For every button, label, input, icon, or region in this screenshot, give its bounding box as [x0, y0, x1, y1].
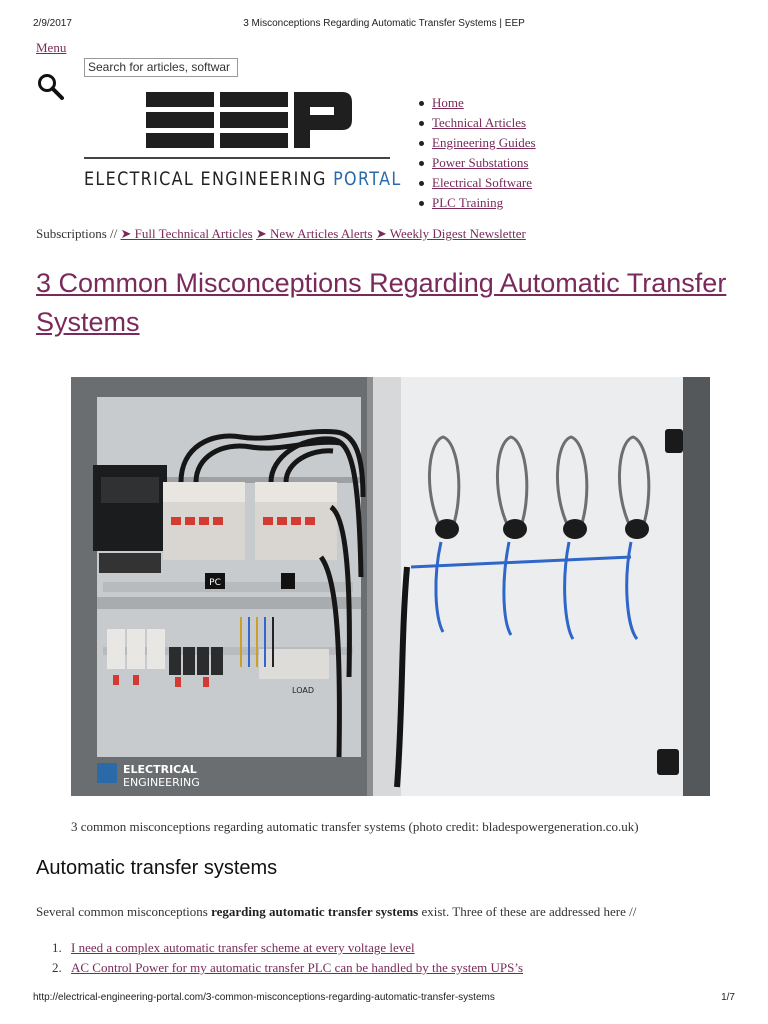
subscription-link-weekly-digest[interactable]: ➤ Weekly Digest Newsletter — [375, 226, 526, 241]
search-input[interactable]: Search for articles, softwar — [84, 58, 238, 77]
intro-paragraph — [36, 904, 636, 920]
list-item-number: 1. — [52, 940, 62, 955]
nav-link-engineering-guides[interactable]: Engineering Guides — [432, 135, 536, 150]
nav-item-plc-training — [416, 193, 536, 213]
subscription-link-new-articles[interactable]: ➤ New Articles Alerts — [255, 226, 373, 241]
nav-link-electrical-software[interactable]: Electrical Software — [432, 175, 532, 190]
logo-underline — [84, 157, 390, 159]
nav-item-power-substations — [416, 153, 536, 173]
nav-link-home[interactable]: Home — [432, 95, 464, 110]
misconceptions-list — [52, 938, 523, 978]
nav-link-technical-articles[interactable]: Technical Articles — [432, 115, 527, 130]
intro-text-before: Several common misconceptions — [36, 904, 212, 919]
print-page-number: 1/7 — [721, 992, 735, 1003]
subscription-link-full-articles[interactable]: ➤ Full Technical Articles — [120, 226, 253, 241]
nav-item-technical-articles — [416, 113, 536, 133]
photo-watermark-line1: ELECTRICAL — [123, 763, 197, 776]
search-icon[interactable] — [36, 72, 66, 102]
logo-tagline — [84, 166, 402, 192]
section-heading: Automatic transfer systems — [36, 857, 278, 879]
print-footer — [0, 992, 768, 1006]
photo-label-load: LOAD — [292, 686, 314, 695]
article-title[interactable]: 3 Common Misconceptions Regarding Automatic Transfer Systems — [36, 268, 727, 337]
list-item-number: 2. — [52, 960, 62, 975]
subscriptions-label: Subscriptions // — [36, 226, 118, 241]
subscriptions-bar — [36, 226, 526, 242]
nav-link-plc-training[interactable]: PLC Training — [432, 195, 504, 210]
logo-letters — [146, 92, 352, 148]
intro-text-after: exist. Three of these are addressed here // — [418, 904, 637, 919]
nav-item-electrical-software — [416, 173, 536, 193]
photo-caption: 3 common misconceptions regarding automatic transfer systems (photo credit: bladespowergeneration.co.uk) — [71, 819, 639, 834]
print-page-title: 3 Misconceptions Regarding Automatic Transfer Systems | EEP — [243, 18, 525, 29]
article-photo — [71, 377, 710, 796]
main-nav — [416, 93, 536, 213]
intro-text-bold: regarding automatic transfer systems — [211, 904, 419, 919]
list-item — [52, 958, 523, 978]
print-date: 2/9/2017 — [33, 18, 72, 29]
photo-watermark-line2: ENGINEERING — [123, 776, 200, 789]
misconception-link-2[interactable]: AC Control Power for my automatic transfer PLC can be handled by the system UPS’s — [71, 960, 524, 975]
nav-item-engineering-guides — [416, 133, 536, 153]
misconception-link-1[interactable]: I need a complex automatic transfer scheme at every voltage level — [71, 940, 415, 955]
logo-tagline-main: ELECTRICAL ENGINEERING — [84, 168, 334, 190]
menu-link[interactable]: Menu — [36, 40, 67, 55]
print-url: http://electrical-engineering-portal.com/3-common-misconceptions-regarding-automatic-transfer-systems — [33, 992, 495, 1003]
list-item — [52, 938, 523, 958]
photo-label-pc: PC — [209, 578, 221, 588]
nav-item-home — [416, 93, 536, 113]
print-header — [0, 18, 768, 32]
logo-tagline-accent: PORTAL — [333, 168, 402, 190]
nav-link-power-substations[interactable]: Power Substations — [432, 155, 529, 170]
